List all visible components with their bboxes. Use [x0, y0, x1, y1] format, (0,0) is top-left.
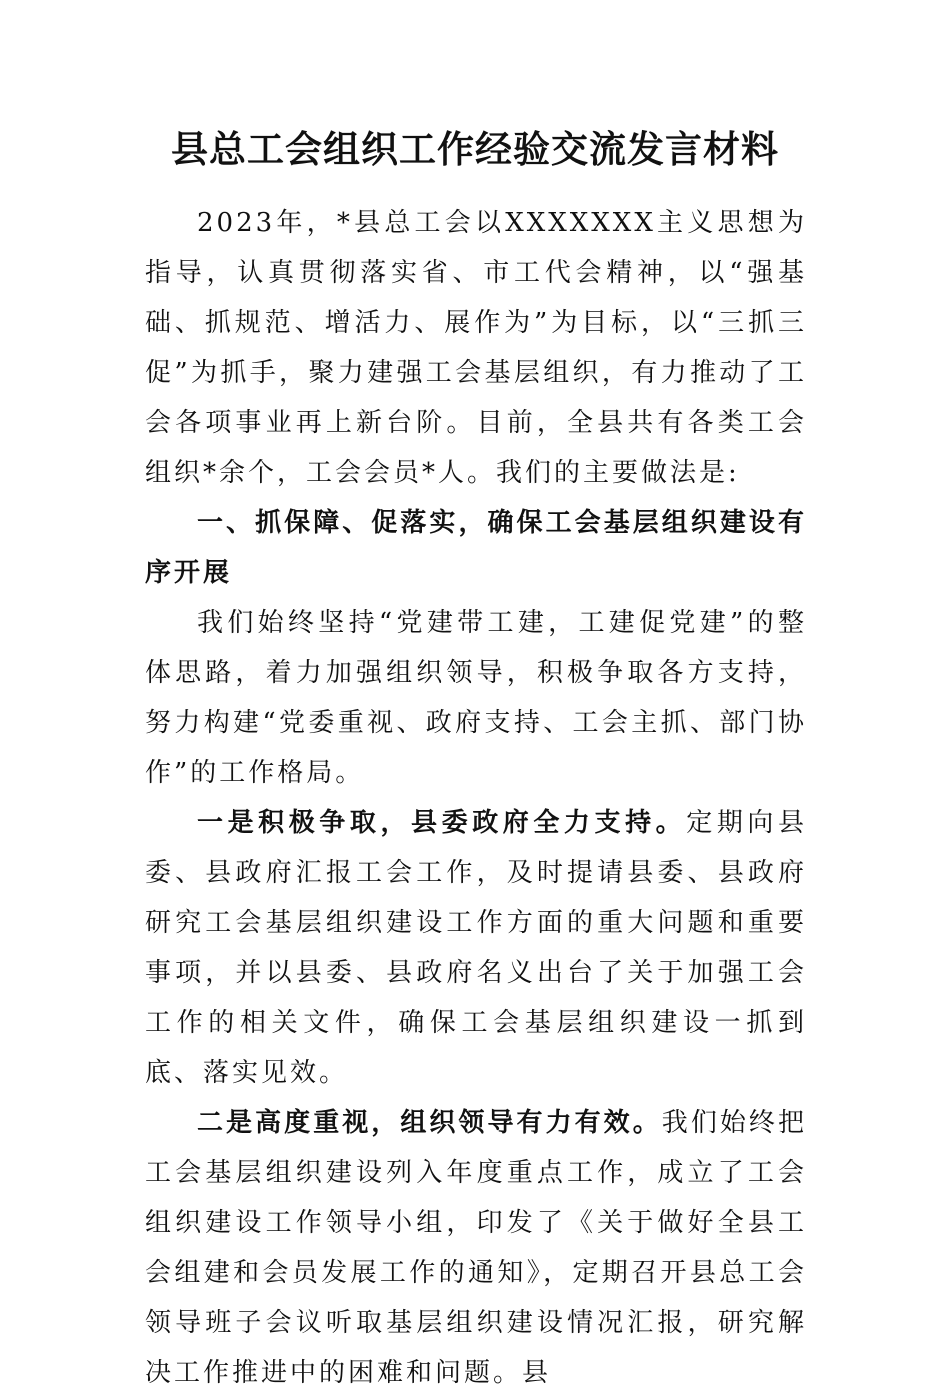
point-two-paragraph — [145, 1098, 807, 1398]
point-two-text: 我们始终把工会基层组织建设列入年度重点工作，成立了工会组织建设工作领导小组，印发了《关于做好全县工会组建和会员发展工作的通知》，定期召开县总工会领导班子会议听取基层组织建设情况汇报，研究解决工作推进中的困难和问题。县 — [145, 1108, 807, 1388]
document-body — [145, 198, 807, 1398]
intro-paragraph: 2023年，*县总工会以XXXXXXX主义思想为指导，认真贯彻落实省、市工代会精神，以“强基础、抓规范、增活力、展作为”为目标，以“三抓三促”为抓手，聚力建强工会基层组织，有力推动了工会各项事业再上新台阶。目前，全县共有各类工会组织*余个，工会会员*人。我们的主要做法是: — [145, 208, 807, 488]
section-heading: 一、抓保障、促落实，确保工会基层组织建设有序开展 — [145, 508, 807, 588]
point-one-text: 定期向县委、县政府汇报工会工作，及时提请县委、县政府研究工会基层组织建设工作方面的重大问题和重要事项，并以县委、县政府名义出台了关于加强工会工作的相关文件，确保工会基层组织建设一抓到底、落实见效。 — [145, 808, 807, 1088]
point-two-lead: 二是高度重视，组织领导有力有效。 — [197, 1108, 662, 1138]
section-paragraph: 我们始终坚持“党建带工建，工建促党建”的整体思路，着力加强组织领导，积极争取各方支持，努力构建“党委重视、政府支持、工会主抓、部门协作”的工作格局。 — [145, 608, 807, 788]
point-one-paragraph — [145, 798, 807, 1098]
document-title: 县总工会组织工作经验交流发言材料 — [171, 127, 779, 171]
point-one-lead: 一是积极争取，县委政府全力支持。 — [197, 808, 687, 838]
